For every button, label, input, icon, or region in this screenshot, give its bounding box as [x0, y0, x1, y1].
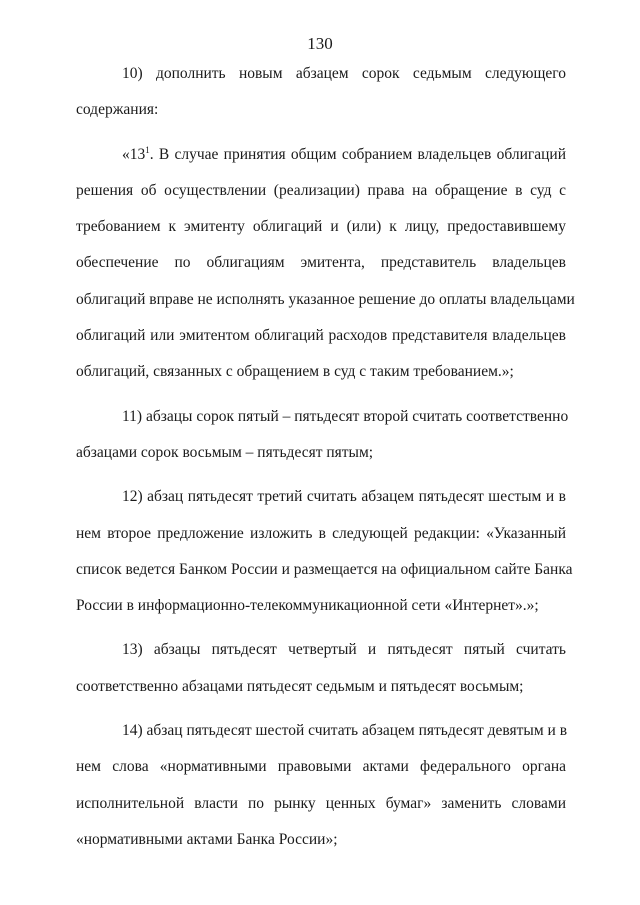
- clause-number: «13: [122, 145, 146, 163]
- text-line: «нормативными актами Банка России»;: [76, 830, 338, 848]
- text-line: нем слова «нормативными правовыми актами федерального органа: [76, 758, 566, 776]
- text-line-fragment: . В случае принятия общим собранием владельцев облигаций: [149, 145, 566, 163]
- text-line: облигаций, связанных с обращением в суд с таким требованием.»;: [76, 363, 514, 381]
- text-line: решения об осуществлении (реализации) права на обращение в суд с: [76, 181, 566, 199]
- text-line: содержания:: [76, 101, 159, 119]
- clause-superscript: 1: [145, 144, 150, 155]
- paragraph-item-12: [76, 479, 573, 624]
- text-line: 12) абзац пятьдесят третий считать абзацем пятьдесят шестым и в: [122, 488, 566, 506]
- text-line: соответственно абзацами пятьдесят седьмым и пятьдесят восьмым;: [76, 677, 524, 695]
- text-line: облигаций вправе не исполнять указанное решение до оплаты владельцами: [76, 290, 575, 308]
- text-line: требованием к эмитенту облигаций и (или) к лицу, предоставившему: [76, 218, 566, 236]
- text-line: 10) дополнить новым абзацем сорок седьмым следующего: [122, 65, 566, 82]
- text-line: обеспечение по облигациям эмитента, представитель владельцев: [76, 254, 566, 272]
- paragraph-item-11: [76, 399, 569, 472]
- text-line: список ведется Банком России и размещается на официальном сайте Банка: [76, 560, 573, 578]
- text-line: 11) абзацы сорок пятый – пятьдесят второй считать соответственно: [122, 407, 569, 425]
- text-line: нем второе предложение изложить в следующей редакции: «Указанный: [76, 524, 566, 542]
- text-line: абзацами сорок восьмым – пятьдесят пятым;: [76, 443, 374, 461]
- paragraph-item-14: [76, 713, 566, 858]
- paragraph-quoted-13-1: [76, 137, 575, 391]
- text-line: 13) абзацы пятьдесят четвертый и пятьдесят пятый считать: [122, 641, 566, 659]
- text-line: облигаций или эмитентом облигаций расходов представителя владельцев: [76, 327, 566, 345]
- text-line: России в информационно-телекоммуникационной сети «Интернет».»;: [76, 597, 539, 615]
- document-body: [76, 56, 575, 858]
- paragraph-item-10: [76, 56, 566, 129]
- page-number: 130: [307, 34, 333, 53]
- paragraph-item-13: [76, 632, 566, 705]
- text-line: [76, 137, 566, 173]
- text-line: 14) абзац пятьдесят шестой считать абзацем пятьдесят девятым и в: [122, 722, 568, 740]
- text-line: исполнительной власти по рынку ценных бумаг» заменить словами: [76, 794, 566, 812]
